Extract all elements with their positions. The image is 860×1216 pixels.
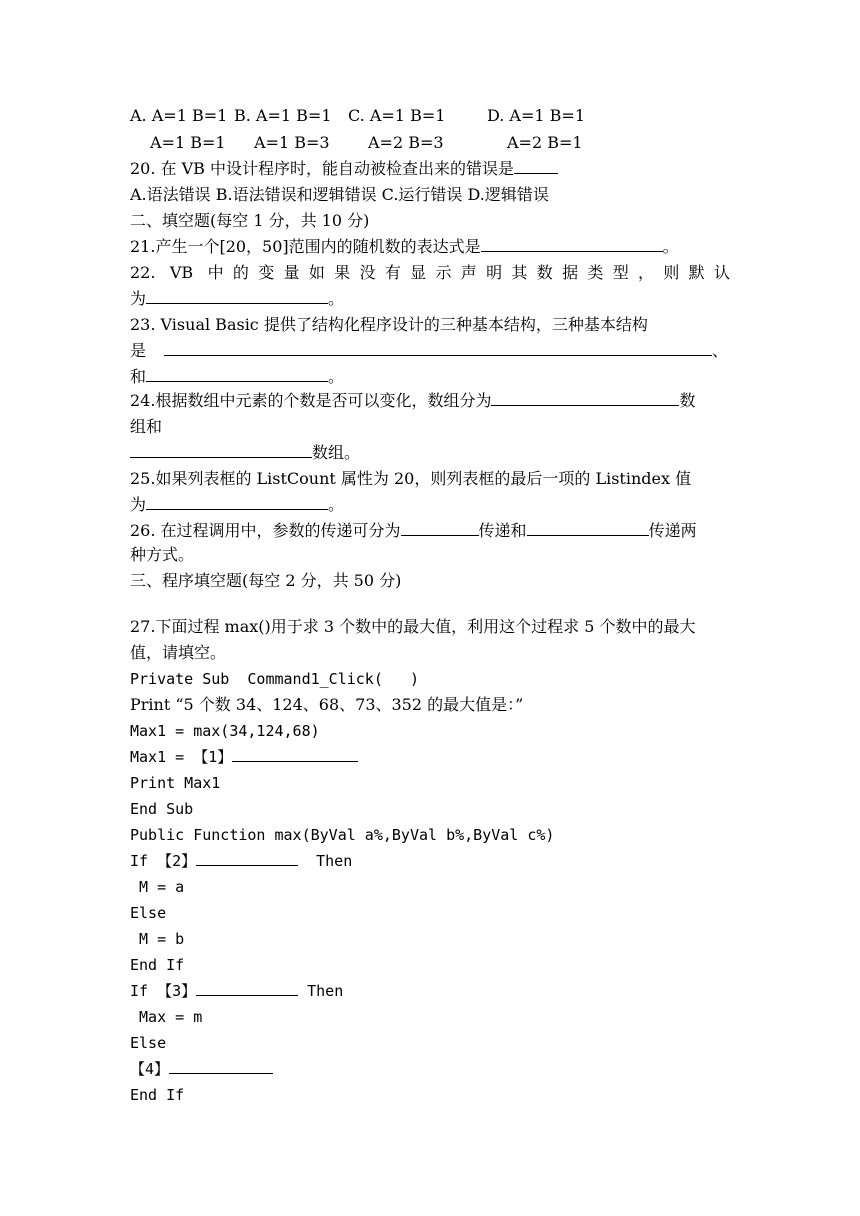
code-line [130, 744, 730, 770]
code-text: 【4】 [130, 1060, 170, 1078]
q24-answer-blank-2[interactable] [130, 440, 312, 458]
q19-option-c: C. A=1 B=1 [348, 106, 446, 125]
code-line: Else [130, 904, 167, 922]
q24-line3-end: 数组。 [312, 443, 361, 462]
q23-answer-blank-1[interactable] [164, 338, 712, 356]
code-line: Print “5 个数 34、124、68、73、352 的最大值是：” [130, 695, 524, 714]
q26-answer-blank-1[interactable] [401, 518, 479, 536]
q22-line2-start: 为 [130, 289, 147, 308]
q23-line2-end: 、 [712, 341, 729, 360]
code-line: End Sub [130, 800, 194, 818]
q19-option-d: D. A=1 B=1 [487, 106, 585, 125]
q21-text: 21.产生一个[20，50]范围内的随机数的表达式是 [130, 237, 481, 256]
code-line: M = b [130, 930, 185, 948]
q24-text: 24.根据数组中元素的个数是否可以变化，数组分为 [130, 391, 492, 410]
q23-line3-start: 和 [130, 367, 147, 386]
q22-answer-blank[interactable] [146, 286, 328, 304]
code-text: Then [307, 982, 344, 1000]
code-text: Then [316, 852, 353, 870]
q26-line2: 种方式。 [130, 545, 195, 564]
code-line: End If [130, 956, 185, 974]
q20-answer-blank[interactable] [514, 156, 558, 174]
q19-option-d-line2: A=2 B=1 [507, 133, 583, 152]
code-line: End If [130, 1086, 185, 1104]
q24-line2: 组和 [130, 417, 163, 436]
q21-answer-blank[interactable] [481, 234, 663, 252]
code-line: Print Max1 [130, 774, 221, 792]
q22-line2 [130, 286, 730, 312]
q24-line1-end: 数 [679, 391, 696, 410]
section2-title: 二、填空题(每空 1 分，共 10 分) [130, 211, 370, 230]
q23-line2-start: 是 [130, 341, 147, 360]
code-blank-2[interactable] [196, 848, 298, 866]
q23-answer-blank-2[interactable] [146, 364, 328, 382]
q25-line2 [130, 492, 730, 518]
q26-text-b: 传递和 [478, 521, 527, 540]
q26-answer-blank-2[interactable] [527, 518, 649, 536]
q25-answer-blank[interactable] [146, 492, 328, 510]
q26-text-a: 26. 在过程调用中，参数的传递可分为 [130, 521, 401, 540]
q24-line1 [130, 388, 730, 414]
q25-end: 。 [328, 495, 345, 514]
code-line: Max1 = max(34,124,68) [130, 722, 320, 740]
q20-options: A.语法错误 B.语法错误和逻辑错误 C.运行错误 D.逻辑错误 [130, 185, 549, 204]
q24-answer-blank-1[interactable] [491, 388, 679, 406]
code-line: Private Sub Command1_Click( ) [130, 670, 419, 688]
q27-line1: 27.下面过程 max()用于求 3 个数中的最大值，利用这个过程求 5 个数中的最大 [130, 617, 696, 636]
code-line [130, 848, 730, 874]
q19-option-b: B. A=1 B=1 [234, 106, 332, 125]
q26-text-c: 传递两 [648, 521, 697, 540]
q22-end: 。 [328, 289, 345, 308]
q22-line1: 22. VB 中的变量如果没有显示声明其数据类型，则默认 [130, 263, 730, 282]
q23-end: 。 [328, 367, 345, 386]
q25-line2-start: 为 [130, 495, 147, 514]
q23-line1: 23. Visual Basic 提供了结构化程序设计的三种基本结构，三种基本结构 [130, 315, 648, 334]
code-text: If 【3】 [130, 982, 197, 1000]
code-text: Max1 = 【1】 [130, 748, 233, 766]
code-blank-3[interactable] [196, 978, 298, 996]
q19-option-c-line2: A=2 B=3 [368, 133, 444, 152]
code-text: If 【2】 [130, 852, 197, 870]
section3-title: 三、程序填空题(每空 2 分，共 50 分) [130, 571, 402, 590]
q19-option-b-line2: A=1 B=3 [254, 133, 330, 152]
code-blank-4[interactable] [169, 1056, 273, 1074]
q27-line2: 值，请填空。 [130, 643, 227, 662]
q26-line1 [130, 518, 730, 544]
q20-text: 20. 在 VB 中设计程序时，能自动被检查出来的错误是 [130, 159, 515, 178]
code-line: Max = m [130, 1008, 203, 1026]
code-blank-1[interactable] [232, 744, 358, 762]
q20-question [130, 156, 730, 182]
code-line: Public Function max(ByVal a%,ByVal b%,ByVal c%) [130, 826, 555, 844]
q19-option-a: A. A=1 B=1 [130, 106, 228, 125]
code-line: M = a [130, 878, 185, 896]
q21-question [130, 234, 730, 260]
q24-line3 [130, 440, 730, 466]
q21-end: 。 [662, 237, 679, 256]
q25-line1: 25.如果列表框的 ListCount 属性为 20，则列表框的最后一项的 Listindex 值 [130, 469, 692, 488]
code-line [130, 1056, 730, 1082]
q19-option-a-line2: A=1 B=1 [150, 133, 226, 152]
q23-line3 [130, 364, 730, 390]
code-line: Else [130, 1034, 167, 1052]
code-line [130, 978, 730, 1004]
q23-line2 [130, 338, 730, 364]
